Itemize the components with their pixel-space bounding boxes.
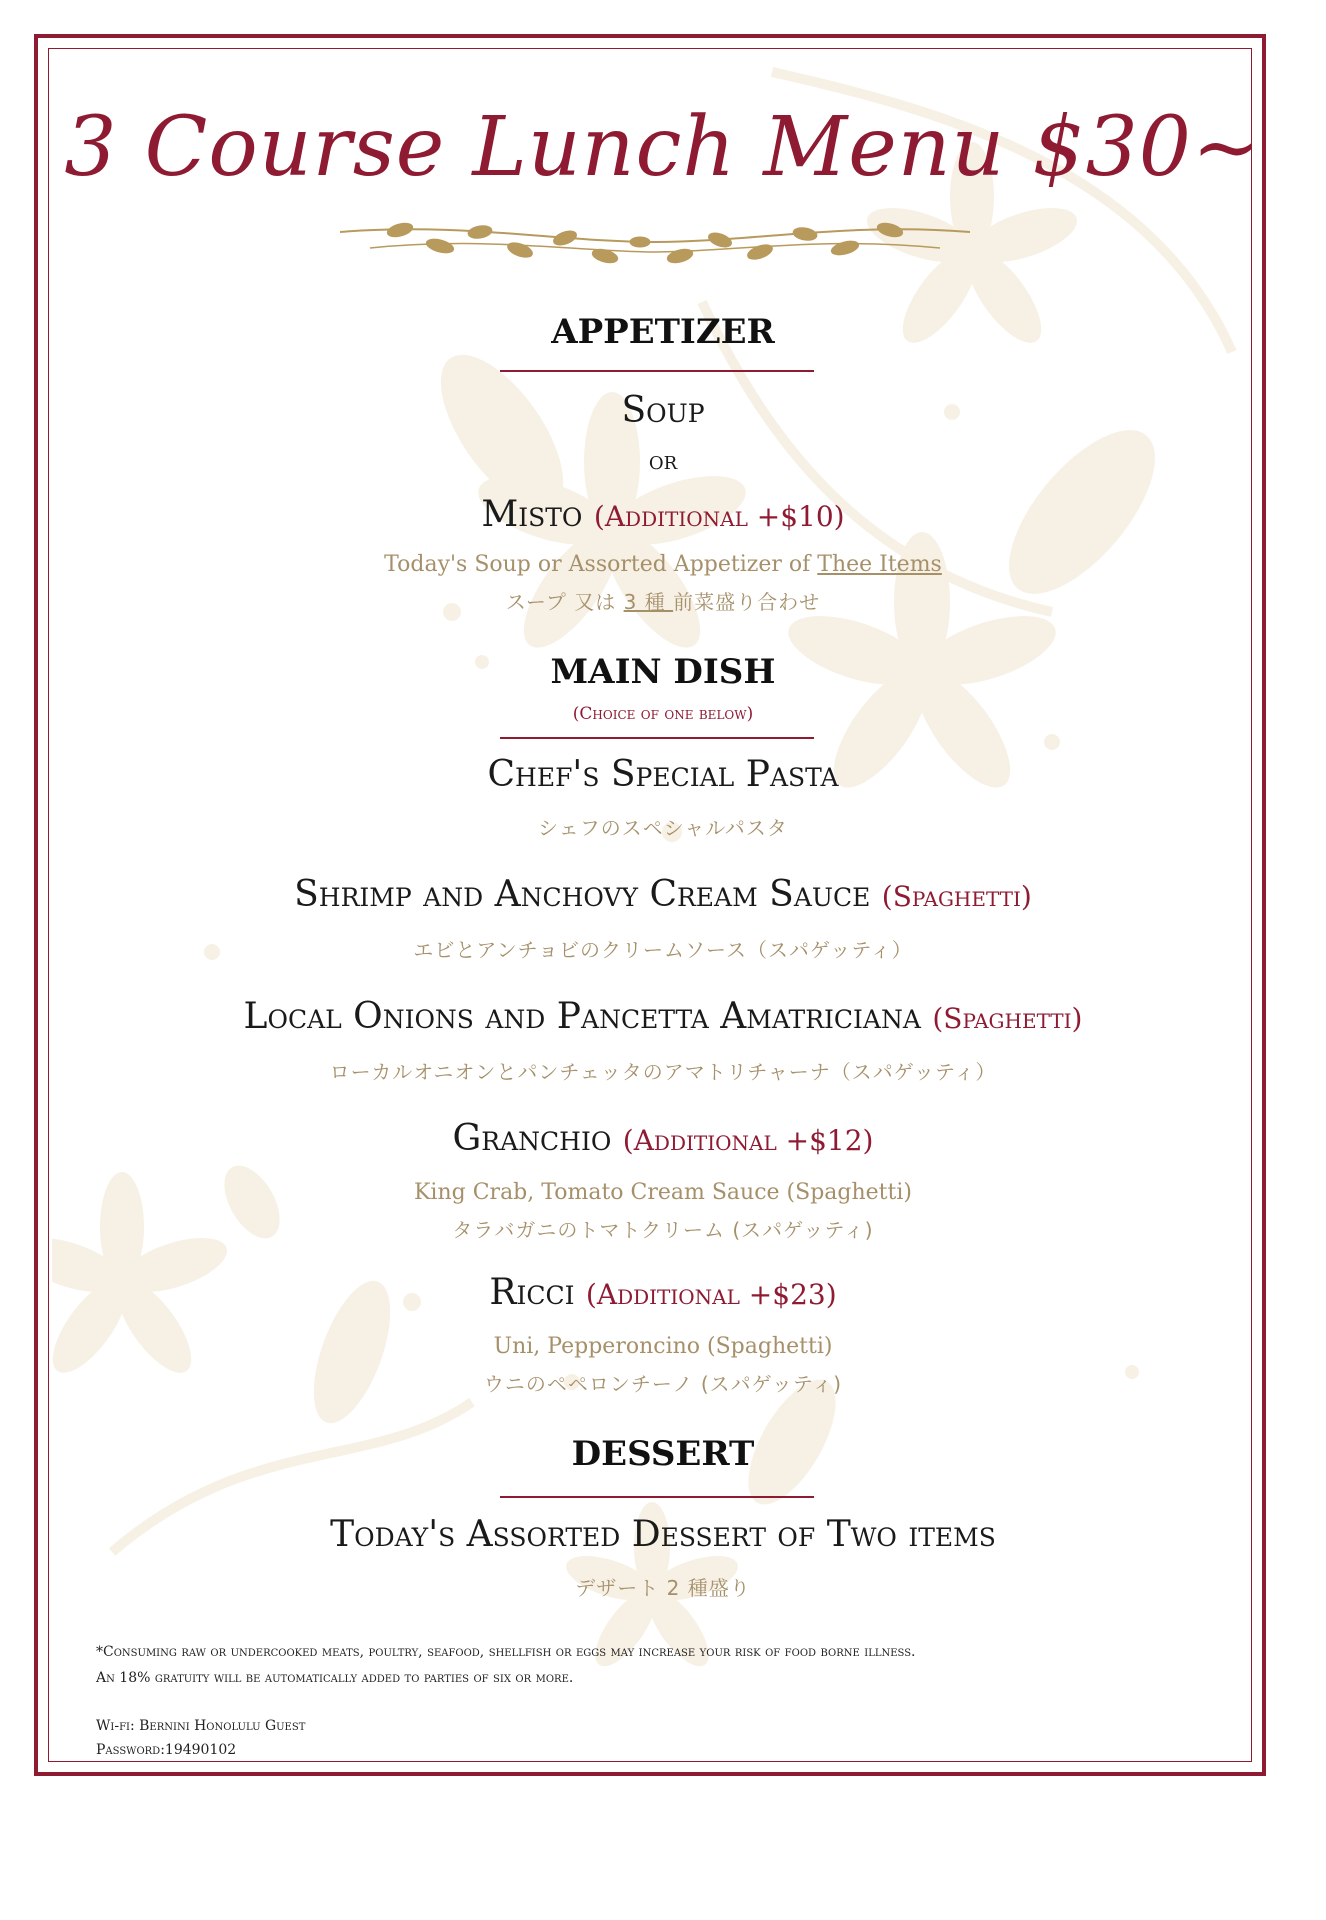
main-item-desc-jp: シェフのスペシャルパスタ: [538, 816, 788, 840]
main-dish-note: (Choice of one below): [572, 704, 754, 724]
main-dish-heading: MAIN DISH: [550, 652, 776, 692]
main-item-extra: (Spaghetti): [932, 1002, 1083, 1035]
main-item-name: [0, 874, 1326, 915]
appetizer-description-en: [0, 552, 1326, 577]
main-item-name: [0, 996, 1326, 1037]
appetizer-heading: APPETIZER: [551, 312, 775, 352]
main-item-desc-jp: ローカルオニオンとパンチェッタのアマトリチャーナ（スパゲッティ）: [329, 1060, 997, 1084]
main-item-desc-en: Uni, Pepperoncino (Spaghetti): [493, 1334, 833, 1359]
vine-flourish-ornament: [340, 212, 970, 274]
main-item-name-text: Local Onions and Pancetta Amatriciana: [243, 996, 921, 1037]
footer-wifi: Wi-fi: Bernini Honolulu Guest: [96, 1718, 306, 1734]
dessert-divider: [500, 1496, 814, 1498]
main-item-extra: (Additional +$23): [585, 1278, 837, 1311]
footer-gratuity-notice: An 18% gratuity will be automatically added to parties of six or more.: [96, 1670, 574, 1686]
appetizer-soup: Soup: [621, 390, 705, 431]
appetizer-description-jp: [0, 586, 1326, 615]
main-item-desc-jp: ウニのペペロンチーノ (スパゲッティ): [483, 1372, 843, 1396]
dessert-heading: DESSERT: [571, 1434, 755, 1474]
appetizer-misto-extra: (Additional +$10): [593, 500, 845, 533]
main-item-name-text: Shrimp and Anchovy Cream Sauce: [294, 874, 871, 915]
footer-health-notice: *Consuming raw or undercooked meats, poultry, seafood, shellfish or eggs may increase your risk of food borne illness.: [96, 1644, 916, 1660]
footer-password: Password:19490102: [96, 1742, 237, 1758]
main-item-extra: (Additional +$12): [622, 1124, 874, 1157]
main-item-name: [0, 1272, 1326, 1313]
dessert-item: Today's Assorted Dessert of Two items: [330, 1514, 996, 1555]
main-item-desc-jp: タラバガニのトマトクリーム (スパゲッティ): [452, 1218, 874, 1242]
appetizer-desc-jp-underlined: 3 種: [623, 590, 674, 614]
appetizer-desc-en-text: Today's Soup or Assorted Appetizer of: [384, 552, 818, 577]
dessert-desc-jp: デザート 2 種盛り: [575, 1576, 751, 1600]
main-item-desc-en: King Crab, Tomato Cream Sauce (Spaghetti): [414, 1180, 912, 1205]
main-item-name: [0, 1118, 1326, 1159]
menu-title: 3 Course Lunch Menu $30~: [64, 100, 1262, 195]
appetizer-desc-en-underlined: Thee Items: [817, 552, 942, 577]
main-item-desc-jp: エビとアンチョビのクリームソース（スパゲッティ）: [413, 938, 913, 962]
main-item-name-text: Granchio: [452, 1118, 612, 1159]
main-item-name: Chef's Special Pasta: [487, 754, 839, 795]
appetizer-divider: [500, 370, 814, 372]
main-item-name-text: Ricci: [489, 1272, 575, 1313]
appetizer-or: or: [648, 446, 678, 476]
appetizer-misto-name: Misto: [481, 494, 583, 535]
main-item-extra: (Spaghetti): [881, 880, 1032, 913]
appetizer-misto: [0, 494, 1326, 535]
main-dish-divider: [500, 737, 814, 739]
appetizer-desc-jp-rest: 前菜盛り合わせ: [673, 590, 821, 614]
appetizer-desc-jp-text: スープ 又は: [505, 590, 624, 614]
